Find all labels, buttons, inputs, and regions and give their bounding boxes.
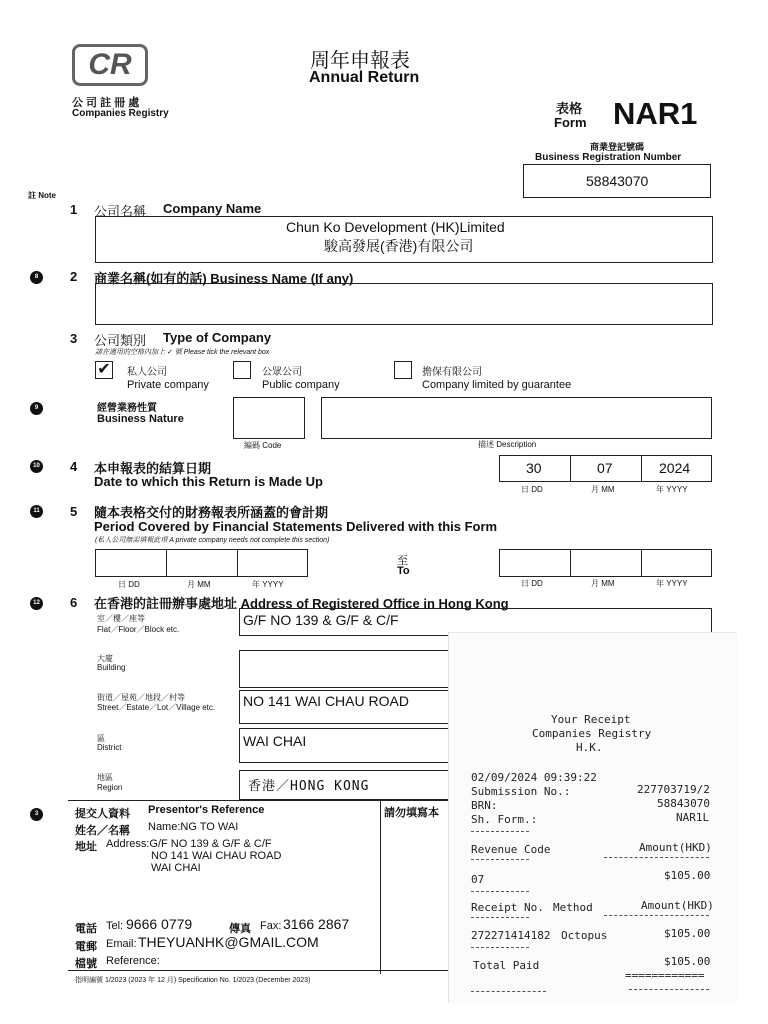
public-company-label-en: Public company: [262, 379, 340, 391]
period-to-day-label: 日 DD: [521, 579, 543, 588]
receipt-total-underline: ============: [625, 969, 705, 982]
receipt-org: Companies Registry: [532, 727, 652, 740]
registry-name-en: Companies Registry: [72, 108, 169, 119]
receipt-divider: [471, 891, 529, 892]
street-value: NO 141 WAI CHAU ROAD: [243, 693, 409, 709]
return-year-label: 年 YYYY: [656, 485, 688, 494]
presenter-divider: [380, 800, 381, 974]
receipt-brn: 58843070: [657, 797, 710, 810]
period-from-month-label: 月 MM: [187, 580, 211, 589]
company-name-field[interactable]: [95, 216, 713, 263]
return-month: 07: [597, 460, 613, 476]
receipt-amount-label: Amount(HKD): [639, 841, 712, 854]
receipt-method-amount-label: Amount(HKD): [641, 899, 714, 912]
receipt-total: $105.00: [664, 955, 711, 968]
brn-field[interactable]: [523, 164, 711, 198]
period-to-month-label: 月 MM: [591, 579, 615, 588]
receipt-divider: [629, 989, 709, 990]
guarantee-company-checkbox[interactable]: [394, 361, 412, 379]
form-label-zh: 表格: [556, 101, 583, 116]
section-5-label-en: Period Covered by Financial Statements Delivered with this Form: [94, 519, 498, 534]
section-6-label: 在香港的註冊辦事處地址 Address of Registered Office in Hong Kong: [94, 596, 509, 611]
receipt-number: 272271414182: [471, 929, 551, 942]
business-nature-code-field[interactable]: [233, 397, 305, 439]
guarantee-company-label-en: Company limited by guarantee: [422, 379, 572, 391]
company-name-zh: 駿高發展(香港)有限公司: [324, 238, 474, 254]
receipt-total-label: Total Paid: [473, 959, 540, 972]
street-label-zh: 街道／屋苑／地段／村等: [97, 693, 185, 702]
region-label-zh: 地區: [97, 773, 113, 782]
return-month-label: 月 MM: [591, 485, 615, 494]
public-company-label-zh: 公眾公司: [262, 367, 302, 378]
registry-name-zh: 公 司 註 冊 處: [72, 97, 140, 109]
section-3-number: 3: [70, 331, 78, 346]
public-company-checkbox[interactable]: [233, 361, 251, 379]
presenter-email-label: 電郵: [75, 941, 97, 953]
return-date-field[interactable]: [499, 455, 712, 482]
office-use-label: 請勿填寫本: [384, 807, 439, 819]
period-from-day-label: 日 DD: [118, 580, 140, 589]
receipt-revenue-code-label: Revenue Code: [471, 843, 551, 856]
brn-label-en: Business Registration Number: [535, 152, 682, 163]
note-11-marker: 11: [30, 505, 43, 518]
section-2-label: 商業名稱(如有的話) Business Name (If any): [94, 271, 354, 286]
company-name-en: Chun Ko Development (HK)Limited: [286, 219, 505, 235]
cr-logo: [72, 44, 148, 86]
presenter-fax: 3166 2867: [283, 916, 350, 932]
receipt-no-label: Receipt No.: [471, 901, 544, 914]
period-from-date-field[interactable]: [95, 549, 308, 577]
return-day: 30: [526, 460, 542, 476]
presenter-address-label: 地址: [75, 841, 97, 853]
business-nature-label-zh: 經營業務性質: [97, 403, 157, 414]
presenter-name-label: 姓名／名稱: [75, 825, 130, 837]
business-name-field[interactable]: [95, 283, 713, 325]
private-company-label-zh: 私人公司: [127, 367, 167, 378]
business-nature-description-field[interactable]: [321, 397, 712, 439]
receipt-form-label: Sh. Form.:: [471, 813, 538, 826]
street-label-en: Street／Estate／Lot／Village etc.: [97, 703, 216, 712]
section-5-number: 5: [70, 504, 78, 519]
receipt-datetime: 02/09/2024 09:39:22: [471, 771, 597, 784]
section-2-number: 2: [70, 269, 78, 284]
presenter-name: Name:NG TO WAI: [148, 821, 239, 833]
region-value: 香港／HONG KONG: [248, 779, 370, 794]
presenter-fax-label: 傳真: [229, 923, 251, 935]
flat-floor-label-zh: 室／樓／座等: [97, 614, 145, 623]
district-value: WAI CHAI: [243, 733, 307, 749]
note-9-marker: 9: [30, 402, 43, 415]
period-to-date-field[interactable]: [499, 549, 712, 577]
receipt-title: Your Receipt: [551, 713, 631, 726]
presenter-email: THEYUANHK@GMAIL.COM: [138, 934, 319, 950]
return-year: 2024: [659, 460, 691, 476]
description-label: 描述 Description: [478, 440, 537, 449]
section-5-label-zh: 隨本表格交付的財務報表所涵蓋的會計期: [94, 505, 329, 520]
receipt-divider: [471, 917, 529, 918]
period-from-year-label: 年 YYYY: [252, 580, 284, 589]
receipt-revenue-code: 07: [471, 873, 485, 886]
form-code: NAR1: [613, 96, 698, 131]
business-nature-label-en: Business Nature: [97, 413, 184, 425]
presenter-fax-prefix: Fax:: [260, 920, 282, 932]
note-3-marker: 3: [30, 808, 43, 821]
section-1-label-zh: 公司名稱: [94, 204, 147, 219]
presenter-address-line-2: NO 141 WAI CHAU ROAD: [151, 850, 282, 862]
presenter-tel-prefix: Tel:: [106, 920, 124, 932]
district-label-zh: 區: [97, 734, 105, 743]
receipt-submission-label: Submission No.:: [471, 785, 571, 798]
presenter-address-line-1: Address:G/F NO 139 & G/F & C/F: [106, 838, 272, 850]
receipt-divider: [604, 915, 709, 916]
form-label-en: Form: [554, 115, 587, 130]
section-4-label-en: Date to which this Return is Made Up: [94, 474, 323, 489]
building-label-en: Building: [97, 663, 126, 672]
receipt-divider: [471, 859, 529, 860]
presenter-tel: 9666 0779: [126, 916, 193, 932]
receipt-place: H.K.: [576, 741, 603, 754]
receipt-form: NAR1L: [676, 811, 710, 824]
presenter-email-prefix: Email:: [106, 938, 137, 950]
period-to-label-zh: 至: [397, 555, 408, 567]
section-3-instruction: 請在適用的空格內加上 ✓ 號 Please tick the relevant box: [95, 349, 270, 356]
cr-logo-text: CR: [88, 48, 132, 81]
receipt-divider: [471, 947, 529, 948]
presenter-address-line-3: WAI CHAI: [151, 862, 201, 874]
period-to-year-label: 年 YYYY: [656, 579, 688, 588]
brn-value: 58843070: [586, 173, 649, 189]
region-label-en: Region: [97, 783, 123, 792]
presenter-reference-text: Reference:: [106, 955, 160, 967]
section-1-label-en: Company Name: [163, 201, 262, 216]
section-3-label-zh: 公司類別: [94, 333, 147, 348]
receipt-divider: [471, 991, 546, 992]
payment-receipt: [448, 632, 737, 1003]
brn-label-zh: 商業登記號碼: [590, 142, 645, 152]
private-company-checkbox[interactable]: ✔: [95, 361, 113, 379]
section-3-label-en: Type of Company: [163, 330, 272, 345]
note-10-marker: 10: [30, 460, 43, 473]
receipt-submission-no: 227703719/2: [637, 783, 710, 796]
form-title-zh: 周年申報表: [310, 50, 410, 72]
section-4-label-zh: 本申報表的結算日期: [94, 461, 212, 476]
flat-floor-value: G/F NO 139 & G/F & C/F: [243, 612, 399, 628]
code-label: 編碼 Code: [244, 441, 282, 450]
section-5-note: (私人公司無需填報此項 A private company needs not complete this section): [95, 537, 330, 544]
note-8-marker: 8: [30, 271, 43, 284]
return-day-label: 日 DD: [521, 485, 543, 494]
receipt-divider: [471, 831, 529, 832]
presenter-label-zh: 提交人資料: [75, 808, 130, 820]
receipt-divider: [604, 857, 709, 858]
section-1-number: 1: [70, 202, 78, 217]
section-6-number: 6: [70, 595, 78, 610]
section-4-number: 4: [70, 459, 78, 474]
presenter-reference-label: 檔號: [75, 958, 97, 970]
form-title-en: Annual Return: [309, 69, 420, 86]
receipt-brn-label: BRN:: [471, 799, 498, 812]
district-label-en: District: [97, 743, 122, 752]
presenter-bottom-line: [68, 970, 448, 971]
specification-footer: 指明編號 1/2023 (2023 年 12 月) Specification No. 1/2023 (December 2023): [75, 977, 311, 984]
receipt-revenue-amount: $105.00: [664, 869, 711, 882]
note-column-label: 註 Note: [28, 191, 56, 200]
presenter-label-en: Presentor's Reference: [148, 804, 265, 816]
flat-floor-label-en: Flat／Floor／Block etc.: [97, 625, 180, 634]
receipt-method: Octopus: [561, 929, 608, 942]
private-company-label-en: Private company: [127, 379, 209, 391]
building-label-zh: 大廈: [97, 654, 113, 663]
guarantee-company-label-zh: 擔保有限公司: [422, 367, 482, 378]
presenter-tel-label: 電話: [75, 923, 97, 935]
note-12-marker: 12: [30, 597, 43, 610]
receipt-method-label: Method: [553, 901, 593, 914]
period-to-label-en: To: [397, 565, 410, 577]
receipt-method-amount: $105.00: [664, 927, 711, 940]
